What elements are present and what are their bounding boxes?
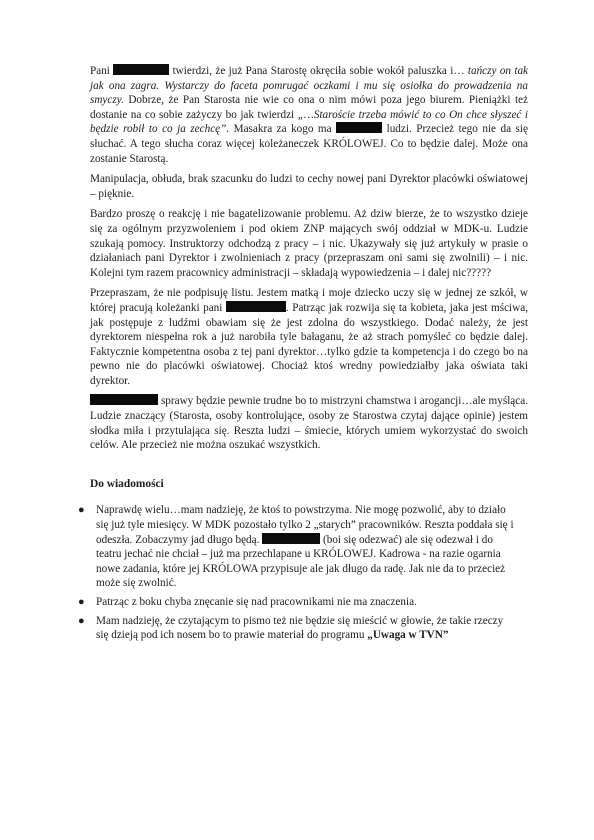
list-item: [76, 595, 516, 610]
list-item: [76, 503, 516, 591]
p1-text-f: Masakra za kogo ma: [229, 123, 337, 136]
redaction-bar: [113, 64, 169, 75]
letter-body: [78, 64, 529, 647]
paragraph-5: [90, 394, 528, 452]
note-1-text-b: (boi się odezwać) ale się odezwał i do teatru jechać nie chciał – już ma przechlapane u KRÓLOWEJ. Kadrowa - na razie ogarnia nowe zadania, które jej KRÓLOWA przypisuje ale jak długo da radę. Jak nie da to przecież może się zwolnić.: [96, 533, 506, 590]
paragraph-1: [90, 64, 528, 166]
p4-text-b: . Patrząc jak rozwija się ta kobieta, jaka jest mściwa, jak postępuje z ludźmi obawiam się że jest zdolna do wszystkiego. Dodać należy, że jest dyrektorem niespełna rok a już narobiła tyle bałaganu, że aż strach pomyśleć co będzie dalej. Faktycznie kompetentna osoba z tej pani dyrektor…tylko gdzie ta kompetencja i do czego bo na pewno nie do placówki oświatowej. Chociaż ktoś wredny powiedziałby jaka oświata taki dyrektor.: [90, 301, 529, 387]
section-heading: Do wiadomości: [90, 477, 164, 490]
note-1-text-a: Naprawdę wielu…mam nadzieję, że ktoś to powstrzyma. Nie mogę pozwolić, aby to działo się już tyle miesięcy. W MDK pozostało tylko 2 „starych” pracowników. Reszta poddała się i odeszła. Zobaczymy jad długo będą.: [96, 504, 514, 546]
list-item: [76, 614, 516, 643]
redaction-bar: [226, 301, 286, 312]
paragraph-3: Bardzo proszę o reakcję i nie bagatelizowanie problemu. Aż dziw bierze, że to wszystko dzieje się za ogólnym przyzwoleniem i pod okiem ZNP mających swój oddział w MDK-u. Ludzie szukają pomocy. Instruktorzy odchodzą z pracy – i nic. Ukazywały się już artykuły w prasie o działaniach pani Dyrektor i zwolnieniach z pracy (przepraszam oni sami się zwolnili) – i nic. Kolejni tym razem pracownicy administracji – składają wypowiedzenia – i dalej nic?????: [90, 208, 528, 279]
notes-list: [76, 503, 516, 642]
paragraph-2: Manipulacja, obłuda, brak szacunku do ludzi to cechy nowej pani Dyrektor placówki oświatowej – pięknie.: [90, 173, 528, 200]
p4-text-a: Przepraszam, że nie podpisuję listu. Jestem matką i moje dziecko uczy się w jednej ze szkół, w której pracują koleżanki pani: [90, 287, 528, 314]
p1-text-g: ludzi. Przecież tego nie da się słuchać. A tego słucha coraz więcej koleżaneczek KRÓLOWEJ. Co to będzie dalej. Może ona zostanie Starostą.: [90, 123, 528, 165]
p1-text-d: Dobrze, że Pan Starosta nie wie co ona o nim mówi poza jego biurem. Pieniążki też dostanie na co sobie zażyczy bo jak twierdzi: [90, 94, 528, 121]
redaction-bar: [262, 533, 320, 544]
bullet-icon: ●: [78, 596, 85, 608]
p5-text: sprawy będzie pewnie trudne bo to mistrzyni chamstwa i arogancji…ale myśląca. Ludzie znaczący (Starosta, osoby kontrolujące, osoby ze Starostwa czytaj dające opinie) jestem słodka miła i przytulająca się. Reszta ludzi – śmiecie, których umiem wykorzystać do swoich celów. Ale przecież nie można oszukać wszystkich.: [90, 395, 528, 452]
bullet-icon: ●: [78, 614, 85, 627]
p1-italic-quote-2: „…Staroście trzeba mówić to co On chce słyszeć i będzie robił to co ja zechcę”.: [90, 108, 528, 136]
bullet-icon: ●: [78, 504, 85, 517]
note-3-bold-text: „Uwaga w TVN”: [367, 629, 449, 642]
note-3-text-a: Mam nadzieję, że czytającym to pismo też nie będzie się mieścić w głowie, że takie rzeczy się dzieją pod ich nosem bo to prawie materiał do programu: [96, 614, 504, 642]
paragraph-4: [90, 286, 528, 388]
p1-text-a: Pani: [90, 65, 110, 77]
p1-text-b: twierdzi, że już Pana Starostę okręciła sobie wokół paluszka i…: [169, 65, 468, 77]
redaction-bar: [90, 394, 158, 405]
note-2-text: Patrząc z boku chyba znęcanie się nad pracownikami nie ma znaczenia.: [96, 596, 417, 608]
redaction-bar: [336, 122, 382, 133]
p1-italic-quote: tańczy on tak jak ona zagra. Wystarczy do faceta pomrugać oczkami i mu się osiołka do prowadzenia na smyczy.: [90, 65, 529, 107]
